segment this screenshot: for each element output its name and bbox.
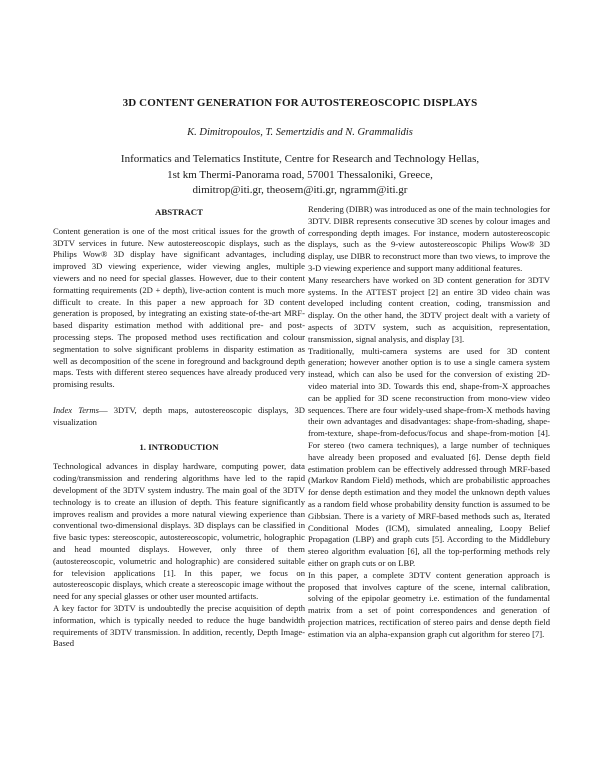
affiliation-block (0, 152, 600, 199)
affiliation-emails: dimitrop@iti.gr, theosem@iti.gr, ngramm@iti.gr (192, 184, 408, 196)
body-paragraph: In this paper, a complete 3DTV content generation approach is proposed that involves capture of the scene, internal calibration, solving of the epipolar geometry i.e. estimation of the fundamental matrix from a set of point correspondences and generation of projection matrices, rectification of stereo pairs and dense depth field estimation via an alpha-expansion graph cut algorithm for stereo [7]. (308, 569, 550, 639)
intro-paragraph: Technological advances in display hardware, computing power, data coding/transmission and rendering algorithms have led to the rapid development of the 3DTV system industry. The main goal of the 3DTV technology is to create an illusion of depth. This feature significantly improves realism and provides a more natural viewing experience than conventional two-dimensional displays. 3D displays can be classified in five basic types: stereoscopic, autostereoscopic, volumetric, holographic and head mounted displays. However, only three of them (autostereoscopic, volumetric and holographic) are considered suitable for television applications [1]. In this paper, we focus on autostereoscopic displays, which create a stereoscopic image without the need for any special glasses or other user mounted artifacts. (53, 461, 305, 602)
affiliation-line: 1st km Thermi-Panorama road, 57001 Thessaloniki, Greece, (167, 168, 433, 181)
index-terms (53, 405, 305, 429)
left-column (53, 204, 305, 650)
intro-paragraph: A key factor for 3DTV is undoubtedly the precise acquisition of depth information, which is typically needed to reduce the huge bandwidth requirements of 3DTV transmission. In addition, recently, Depth Image-Based (53, 602, 305, 649)
body-paragraph: Traditionally, multi-camera systems are used for 3D content generation; however another option is to use a single camera system instead, which can also be used for the conversion of existing 2D-video material into 3D. Towards this end, shape-from-X approaches can be applied for 3D scene reconstruction from mono-view video sequences. There are four widely-used shape-from-X methods having their own advantages and disadvantages: shape-from-shading, shape-from-texture, shape-from-defocus/focus and shape-from-motion [4]. For stereo (two camera techniques), a large number of techniques have already been proposed and evaluated [6]. Dense depth field estimation problem can be effectively addressed through MRF-based (Markov Random Field) methods, which are probabilistic approaches for dense depth estimation and they model the unknown depth values as a random field whose probability density function is assumed to be Gibbsian. There is a variety of MRF-based methods such as, Iterated Conditional Modes (ICM), simulated annealing, Loopy Belief Propagation (LBP) and graph cuts [5]. According to the Middlebury stereo algorithm evaluation [6], all the top-performing methods rely either on graph cuts or on LBP. (308, 345, 550, 568)
body-paragraph: Many researchers have worked on 3D content generation for 3DTV systems. In the ATTEST project [2] an entire 3D video chain was developed including content creation, coding, transmission and display. On the other hand, the 3DTV project dealt with a variety of aspects of 3DTV system, such as acquisition, representation, transmission, signal analysis, and display [3]. (308, 274, 550, 344)
right-column (308, 204, 550, 640)
index-terms-label: Index Terms (53, 404, 99, 415)
affiliation-line: Informatics and Telematics Institute, Centre for Research and Technology Hellas, (120, 153, 480, 165)
body-paragraph: Rendering (DIBR) was introduced as one of the main technologies for 3DTV. DIBR represents consecutive 3D scenes by colour images and corresponding depth images. For instance, modern autostereoscopic displays, such as the 9-view autostereoscopic Philips Wow® 3D display, use DIBR to reconstruct more than two views, to improve the 3-D viewing experience and support many additional features. (308, 204, 550, 273)
index-terms-text: — 3DTV, depth maps, autostereoscopic displays, 3D visualization (53, 404, 305, 427)
intro-heading: 1. INTRODUCTION (139, 441, 219, 452)
paper-authors: K. Dimitropoulos, T. Semertzidis and N. Grammalidis (187, 127, 413, 138)
abstract-heading: ABSTRACT (155, 207, 203, 217)
abstract-text: Content generation is one of the most critical issues for the growth of 3DTV services in future. New autostereoscopic displays, such as the Philips Wow® 3D display have significant advantages, including improved 3D viewing experience, wider viewing angles, multiple viewers and no need for special glasses. However, due to their content formatting requirements (2D + depth), live-action content is much more difficult to create. In this paper a new approach for 3D content generation is proposed, by integrating an existing state-of-the-art MRF-based disparity estimation method with additional pre- and post-processing steps. The proposed method uses rectification and colour segmentation to solve significant problems in disparity estimation as well as decomposition of the scene in foreground and background depth maps. Tests with different stereo sequences have already produced very promising results. (53, 225, 305, 390)
paper-title: 3D CONTENT GENERATION FOR AUTOSTEREOSCOPIC DISPLAYS (122, 97, 478, 109)
